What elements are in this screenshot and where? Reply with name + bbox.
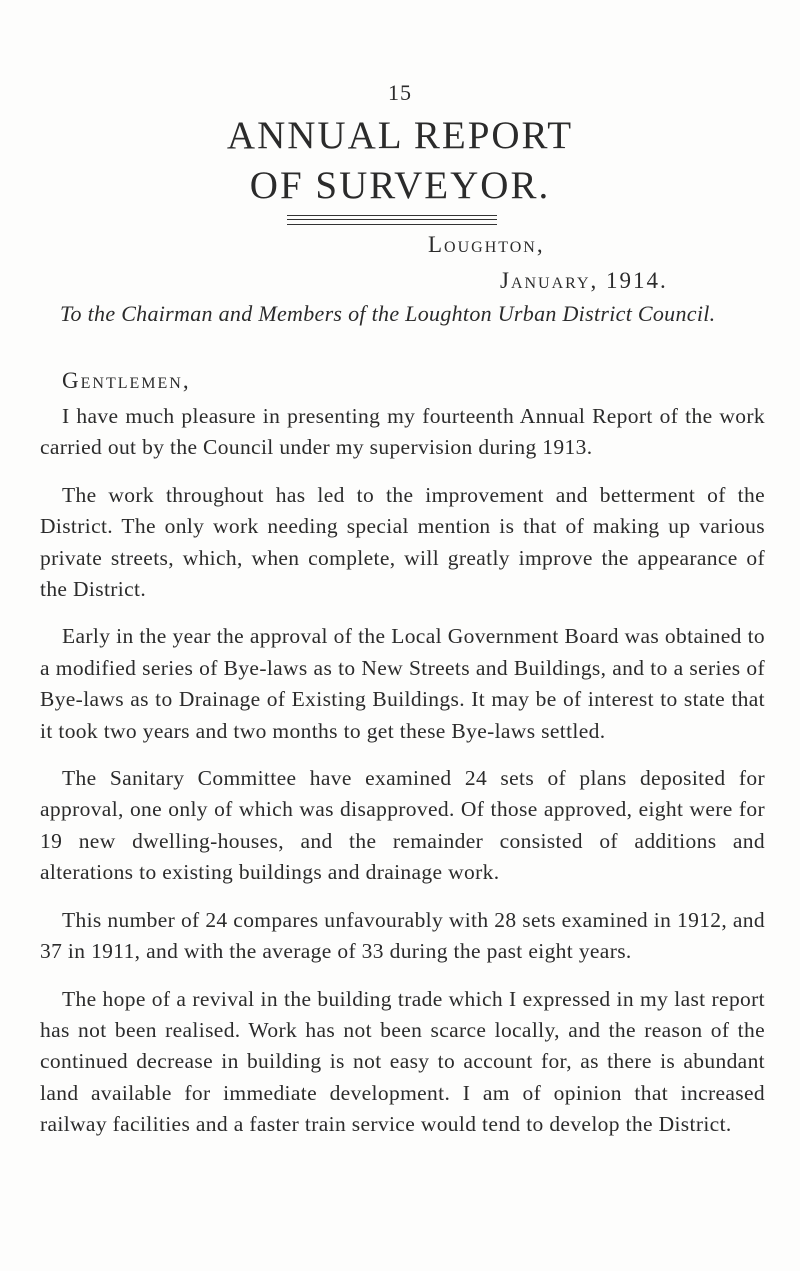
body-paragraph: This number of 24 compares unfavourably with 28 sets examined in 1912, and 37 in 1911, and with the average of 33 during the past eight years. xyxy=(40,907,765,964)
letter-salutation: Gentlemen, xyxy=(62,368,191,393)
report-title-line-2: OF SURVEYOR. xyxy=(249,164,551,207)
letter-date: January, 1914. xyxy=(500,268,668,293)
letter-place: Loughton, xyxy=(428,232,545,257)
page-number: 15 xyxy=(388,80,412,105)
title-divider-rule xyxy=(287,219,497,220)
report-body xyxy=(40,401,765,1157)
body-paragraph: The Sanitary Committee have examined 24 sets of plans deposited for approval, one only of which was disapproved. Of those approved, eight were for 19 new dwelling-houses, and the remainder consisted of additions and alterations to existing buildings and drainage work. xyxy=(40,766,765,885)
title-divider-rule xyxy=(287,215,497,216)
body-paragraph: The hope of a revival in the building trade which I expressed in my last report has not been realised. Work has not been scarce locally, and the reason of the continued decrease in building is not easy to account for, as there is abundant land available for immediate development. I am of opinion that increased railway facilities and a faster train service would tend to develop the District. xyxy=(40,986,765,1137)
letter-addressee: To the Chairman and Members of the Loughton Urban District Council. xyxy=(60,301,716,326)
body-paragraph: The work throughout has led to the improvement and betterment of the District. The only work needing special mention is that of making up various private streets, which, when complete, will greatly improve the appearance of the District. xyxy=(40,482,765,602)
body-paragraph: I have much pleasure in presenting my fourteenth Annual Report of the work carried out by the Council under my supervision during 1913. xyxy=(40,404,765,460)
title-divider-rule xyxy=(287,224,497,225)
body-paragraph: Early in the year the approval of the Local Government Board was obtained to a modified series of Bye-laws as to New Streets and Buildings, and to a series of Bye-laws as to Drainage of Existing Buildings. It may be of interest to state that it took two years and two months to get these Bye-laws settled. xyxy=(40,624,765,743)
report-title-line-1: ANNUAL REPORT xyxy=(226,114,574,157)
